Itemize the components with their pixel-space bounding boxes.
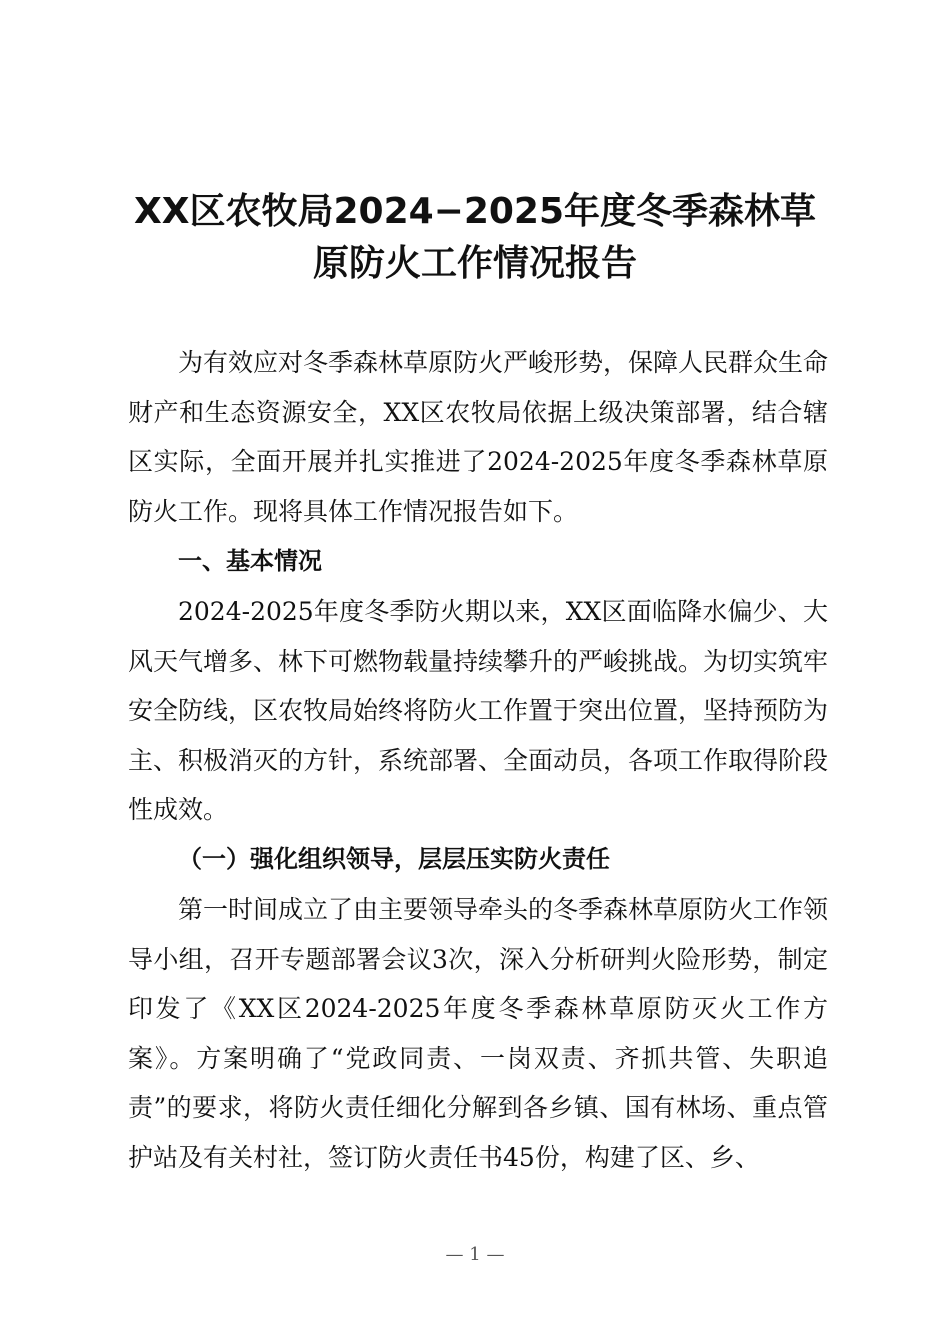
subsection-1-paragraph: 第一时间成立了由主要领导牵头的冬季森林草原防火工作领导小组，召开专题部署会议3次，深入分析研判火险形势，制定印发了《XX区2024-2025年度冬季森林草原防灭火工作方案》。方案明确了“党政同责、一岗双责、齐抓共管、失职追责”的要求，将防火责任细化分解到各乡镇、国有林场、重点管护站及有关村社，签订防火责任书45份，构建了区、乡、 — [128, 895, 829, 1172]
document-title-line-2: 原防火工作情况报告 — [312, 243, 637, 284]
section-1-paragraph: 2024-2025年度冬季防火期以来，XX区面临降水偏少、大风天气增多、林下可燃物载量持续攀升的严峻挑战。为切实筑牢安全防线，区农牧局始终将防火工作置于突出位置，坚持预防为主、积极消灭的方针，系统部署、全面动员，各项工作取得阶段性成效。 — [128, 597, 829, 825]
page-number: — 1 — — [445, 1244, 505, 1265]
intro-paragraph: 为有效应对冬季森林草原防火严峻形势，保障人民群众生命财产和生态资源安全，XX区农牧局依据上级决策部署，结合辖区实际，全面开展并扎实推进了2024-2025年度冬季森林草原防火工作。现将具体工作情况报告如下。 — [128, 348, 829, 526]
section-1-heading: 一、基本情况 — [178, 547, 322, 575]
subsection-1-heading: （一）强化组织领导，层层压实防火责任 — [178, 845, 610, 873]
document-title-line-1: XX区农牧局2024−2025年度冬季森林草 — [133, 191, 817, 232]
